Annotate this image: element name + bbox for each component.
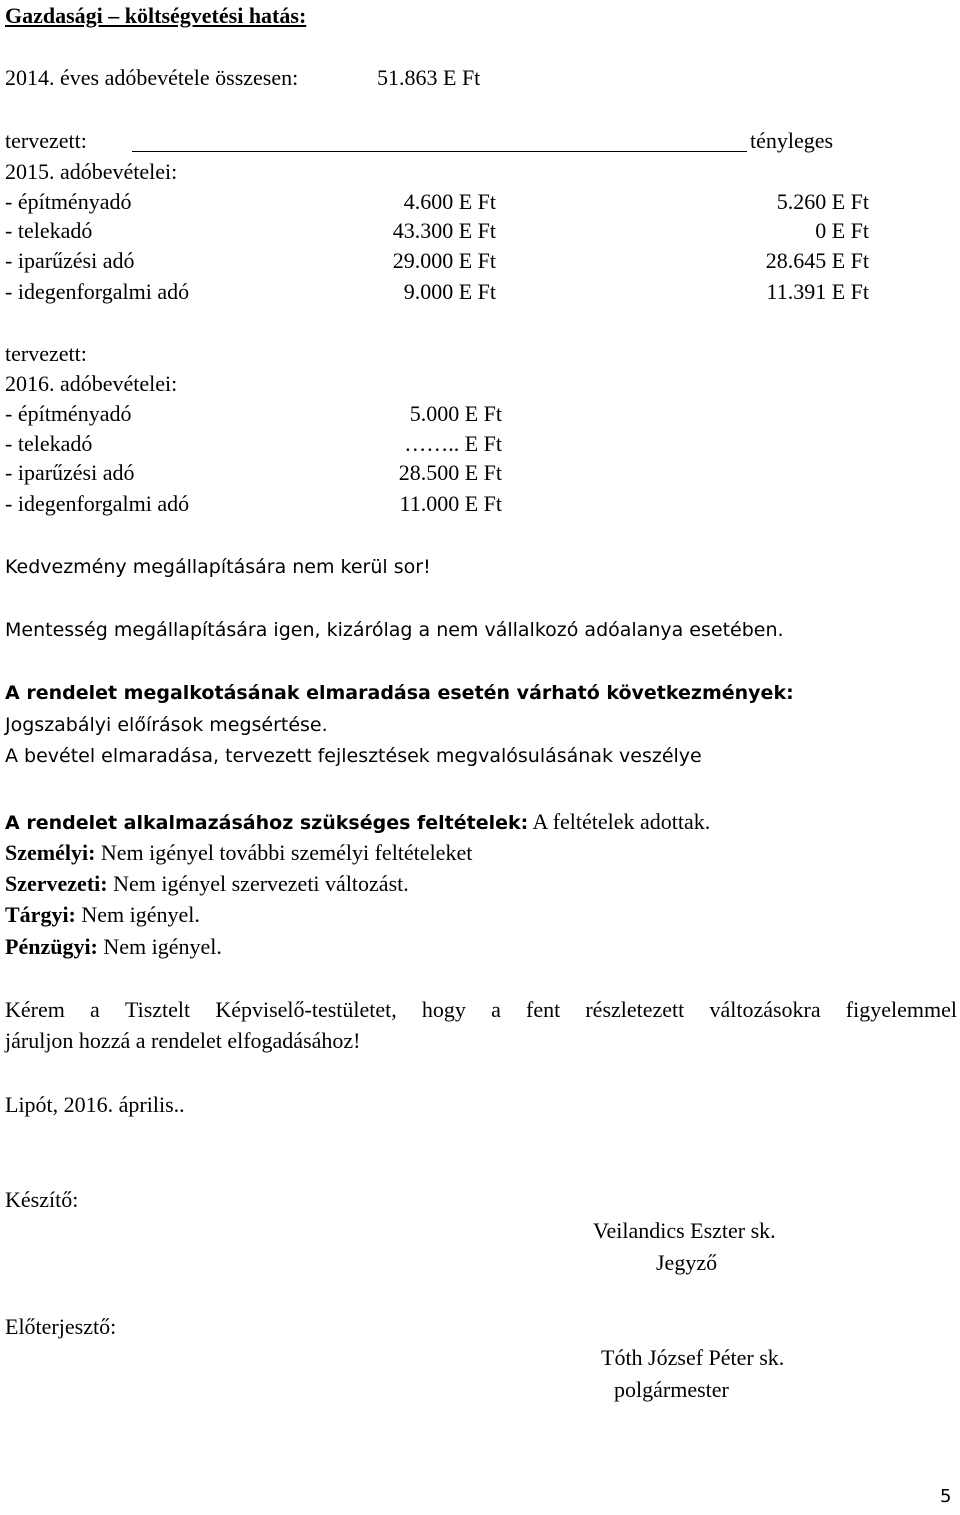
submitted-by-title: polgármester xyxy=(614,1377,729,1402)
conditions-title: A rendelet alkalmazásához szükséges feltételek: xyxy=(5,812,529,834)
condition-material-label: Tárgyi: xyxy=(5,902,76,927)
request-word: részletezett xyxy=(585,997,685,1022)
request-word: Képviselő-testületet, xyxy=(215,997,397,1022)
request-line-2: járuljon hozzá a rendelet elfogadásához! xyxy=(5,1028,361,1053)
condition-personal-value: Nem igényel további személyi feltételeket xyxy=(95,840,473,865)
page-number: 5 xyxy=(940,1486,952,1507)
tax-planned-2015-tourism: 9.000 E Ft xyxy=(403,279,496,304)
tax-planned-2015-building: 4.600 E Ft xyxy=(403,189,496,214)
request-word: fent xyxy=(526,997,561,1022)
conditions-value: A feltételek adottak. xyxy=(528,809,711,834)
revenue-2014-value: 51.863 E Ft xyxy=(377,65,481,90)
request-word: Tisztelt xyxy=(124,997,191,1022)
condition-organizational-label: Szervezeti: xyxy=(5,871,108,896)
tax-name-2015-building: - építményadó xyxy=(5,189,132,214)
tax-name-2016-tourism: - idegenforgalmi adó xyxy=(5,491,190,516)
column-divider-line xyxy=(132,151,747,152)
prepared-by-label: Készítő: xyxy=(5,1187,79,1212)
condition-organizational xyxy=(5,873,409,895)
tax-name-2015-tourism: - idegenforgalmi adó xyxy=(5,279,190,304)
condition-financial-label: Pénzügyi: xyxy=(5,934,98,959)
planned-label-2015: tervezett: xyxy=(5,128,87,153)
condition-financial-value: Nem igényel. xyxy=(97,934,222,959)
section-heading: Gazdasági – költségvetési hatás: xyxy=(5,3,307,28)
condition-personal xyxy=(5,842,472,864)
request-word: a xyxy=(90,997,100,1022)
tax-name-2015-business: - iparűzési adó xyxy=(5,248,135,273)
prepared-by-title: Jegyző xyxy=(656,1250,718,1275)
request-word: hogy xyxy=(421,997,466,1022)
request-word: a xyxy=(491,997,501,1022)
submitted-by-name: Tóth József Péter sk. xyxy=(601,1345,785,1370)
section-2015-title: 2015. adóbevételei: xyxy=(5,159,178,184)
discount-note: Kedvezmény megállapítására nem kerül sor! xyxy=(5,556,431,578)
tax-actual-2015-business: 28.645 E Ft xyxy=(765,248,869,273)
tax-actual-2015-land: 0 E Ft xyxy=(815,218,869,243)
tax-name-2016-business: - iparűzési adó xyxy=(5,460,135,485)
request-word: figyelemmel xyxy=(845,997,957,1022)
conditions-line xyxy=(5,811,710,833)
request-word: változásokra xyxy=(709,997,821,1022)
consequences-line-2: A bevétel elmaradása, tervezett fejlesztések megvalósulásának veszélye xyxy=(5,745,702,767)
revenue-2014-label: 2014. éves adóbevétele összesen: xyxy=(5,65,299,90)
tax-actual-2015-building: 5.260 E Ft xyxy=(776,189,869,214)
condition-material xyxy=(5,904,200,926)
tax-planned-2016-building: 5.000 E Ft xyxy=(409,401,502,426)
planned-label-2016: tervezett: xyxy=(5,341,87,366)
tax-name-2016-building: - építményadó xyxy=(5,401,132,426)
tax-planned-2015-land: 43.300 E Ft xyxy=(392,218,496,243)
consequences-title: A rendelet megalkotásának elmaradása esetén várható következmények: xyxy=(5,682,794,704)
consequences-line-1: Jogszabályi előírások megsértése. xyxy=(5,714,328,736)
actual-label-2015: tényleges xyxy=(750,128,834,153)
request-line-1 xyxy=(5,999,957,1021)
tax-planned-2016-tourism: 11.000 E Ft xyxy=(399,491,502,516)
tax-planned-2015-business: 29.000 E Ft xyxy=(392,248,496,273)
section-2016-title: 2016. adóbevételei: xyxy=(5,371,178,396)
submitted-by-label: Előterjesztő: xyxy=(5,1314,117,1339)
condition-material-value: Nem igényel. xyxy=(75,902,200,927)
exemption-note: Mentesség megállapítására igen, kizárólag a nem vállalkozó adóalanya esetében. xyxy=(5,619,784,641)
tax-planned-2016-business: 28.500 E Ft xyxy=(398,460,502,485)
place-date: Lipót, 2016. április.. xyxy=(5,1092,185,1117)
condition-organizational-value: Nem igényel szervezeti változást. xyxy=(107,871,409,896)
tax-name-2015-land: - telekadó xyxy=(5,218,93,243)
prepared-by-name: Veilandics Eszter sk. xyxy=(593,1218,776,1243)
condition-personal-label: Személyi: xyxy=(5,840,96,865)
condition-financial xyxy=(5,936,222,958)
tax-planned-2016-land: …….. E Ft xyxy=(404,431,502,456)
tax-actual-2015-tourism: 11.391 E Ft xyxy=(766,279,869,304)
tax-name-2016-land: - telekadó xyxy=(5,431,93,456)
request-word: Kérem xyxy=(5,997,65,1022)
